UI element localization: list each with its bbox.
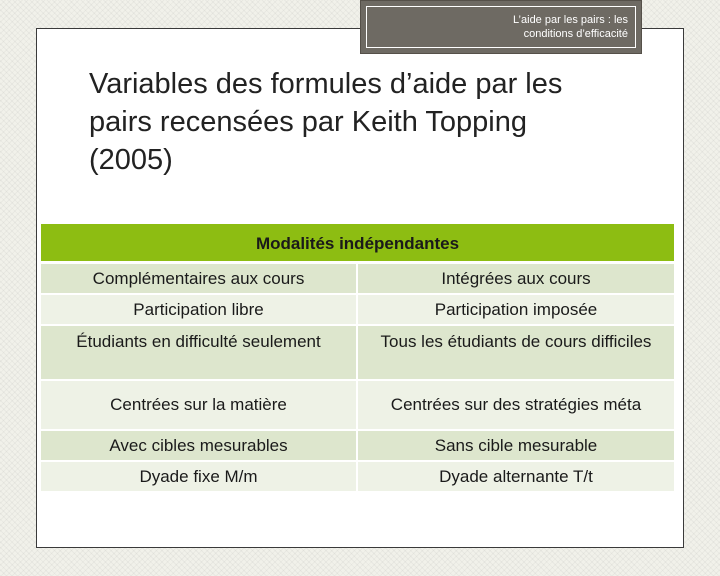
table-row <box>41 264 674 295</box>
table-cell-left: Centrées sur la matière <box>41 381 358 431</box>
modalities-table <box>41 224 674 493</box>
header-line-1: L’aide par les pairs : les <box>513 14 628 26</box>
table-cell-right: Sans cible mesurable <box>358 431 674 462</box>
header-box <box>360 0 642 54</box>
table-cell-right: Intégrées aux cours <box>358 264 674 295</box>
header-inner-frame <box>366 6 636 48</box>
table-row <box>41 295 674 326</box>
table-row <box>41 462 674 493</box>
table-cell-left: Étudiants en difficulté seulement <box>41 326 358 381</box>
table-row <box>41 326 674 381</box>
table-cell-right: Centrées sur des stratégies méta <box>358 381 674 431</box>
header-line-2: conditions d’efficacité <box>523 28 628 40</box>
table-row <box>41 431 674 462</box>
table-cell-left: Dyade fixe M/m <box>41 462 358 493</box>
table-row <box>41 381 674 431</box>
table-cell-left: Participation libre <box>41 295 358 326</box>
title-line-3: (2005) <box>89 144 173 176</box>
table-heading: Modalités indépendantes <box>41 224 674 264</box>
title-line-2: pairs recensées par Keith Topping <box>89 106 527 138</box>
slide-title <box>89 65 649 179</box>
table-cell-left: Avec cibles mesurables <box>41 431 358 462</box>
table-cell-right: Participation imposée <box>358 295 674 326</box>
title-line-1: Variables des formules d’aide par les <box>89 68 563 100</box>
table-cell-right: Dyade alternante T/t <box>358 462 674 493</box>
table-cell-left: Complémentaires aux cours <box>41 264 358 295</box>
table-heading-row <box>41 224 674 264</box>
table-cell-right: Tous les étudiants de cours difficiles <box>358 326 674 381</box>
